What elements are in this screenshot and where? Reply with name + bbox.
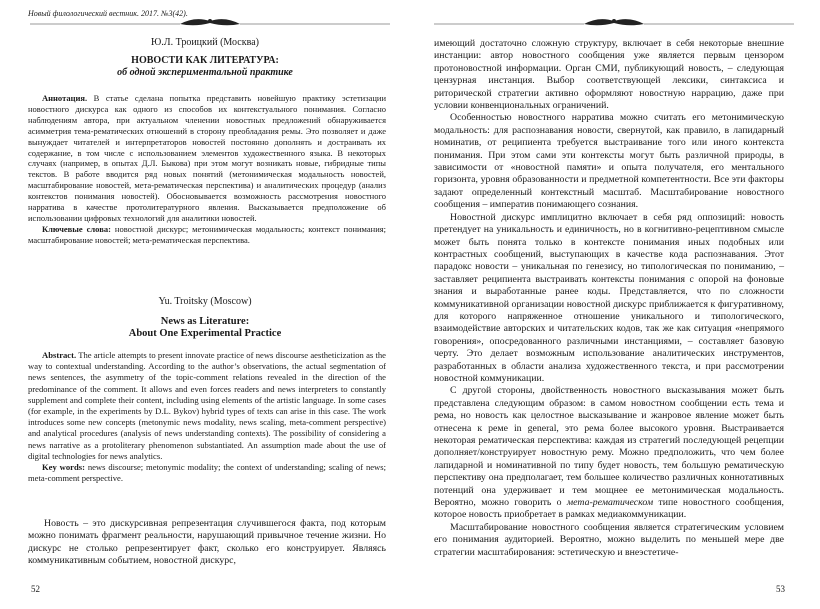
abstract-label-en: Abstract. bbox=[42, 350, 77, 360]
article-title-en-line2: About One Experimental Practice bbox=[128, 328, 282, 339]
header-ornament-icon bbox=[30, 14, 390, 28]
page-number-left: 52 bbox=[31, 584, 40, 594]
author-en: Yu. Troitsky (Moscow) bbox=[158, 296, 252, 307]
header-ornament-icon bbox=[434, 14, 794, 28]
abstract-text-en: The article attempts to present innovate practice of news discourse aestheticization as the way to contextual understanding. According to the author’s observations, the actual segmentation of news sentences, the asymmetry of the topic-comment relations revealed in the direction of the predominance of the comment. It allows and even forces readers and news interpreters to constantly supplement and complete their content, including using elements of the artistic language. In some cases (for example, in the experiments by D.L. Bykov) hybrid types of texts can arise in this case. The work introduces some new concepts (metonymic news modality, news scaling, meta-comment perspective) and analytical procedures (analysis of news understanding contexts). The possibility of considering a news narrative as a protoliterary phenomenon substantiated. An assumption made about the use of digital technologies for news analytics. bbox=[28, 350, 386, 461]
running-header: Новый филологический вестник. 2017. №3(42). bbox=[28, 9, 188, 18]
article-title-ru: НОВОСТИ КАК ЛИТЕРАТУРА: bbox=[131, 55, 279, 66]
body-paragraph: Новостной дискурс имплицитно включает в себя ряд оппозиций: новость претендует на уникальность и единичность, но в когнитивно-рецептивном смысле может быть понята только в контексте понимания иных подобных или контрастных сообщений, выступающих в качестве кода распознавания. Этот парадокс новости – уникальная по генезису, но типологическая по пониманию, – заставляет реципиента выстраивать контексты понимания с опорой на фоновые знания и выработанные ранее коды. Представляется, что по сложности коммуникативной организации новостной дискурс приближается к фигуративному, для которого напряженное отношение уникального и типологического, взаимодействие авторских и читательских кодов, так же как ситуация «непрямого говорения», опосредованного различными инстанциями, – составляет базовую черту. Это делает возможным использование аналитических инструментов, разработанных в области анализа художественного текста, и при рассмотрении новостной коммуникации. bbox=[434, 211, 784, 384]
body-paragraph: Масштабирование новостного сообщения является стратегическим условием его понимания аудиторией. Вероятно, можно выделить по меньшей мере две стратегии масштабирования: эстетическую и внеэстетиче- bbox=[434, 521, 784, 558]
body-text-span: типе новостного сообщения, которое новость приобретает в рамках медиакоммуникации. bbox=[434, 497, 784, 521]
abstract-en bbox=[28, 350, 386, 484]
abstract-ru bbox=[28, 93, 386, 246]
author-ru: Ю.Л. Троицкий (Москва) bbox=[151, 37, 259, 48]
abstract-text-ru: В статье сделана попытка представить новейшую практику эстетизации новостного дискурса как одного из способов их контекстуального понимания. Согласно наблюдениям автора, при актуальном членении новостных предложений обнаруживается асимметрия тема-рематических отношений в сторону преобладания ремы. Это позволяет и даже вынуждает читателей и интерпретаторов новостей постоянно дополнять и достраивать их содержание, в том числе с использованием элементов художественного языка. В некоторых случаях (например, в опытах Д.Л. Быкова) при этом могут возникать новые, гибридные типы текстов. В работе вводится ряд новых понятий (метонимическая модальность новостей, масштабирование новостей, мета-рематическая перспектива) и аналитических процедур (анализ контекстов понимания новостей). Обосновывается возможность рассмотрения новостного нарратива в качестве протолитературного явления. Высказывается предположение об использовании цифровых технологий для аналитики новостей. bbox=[28, 93, 386, 223]
article-subtitle-ru: об одной экспериментальной практике bbox=[117, 67, 293, 78]
body-paragraph: Особенностью новостного нарратива можно считать его метонимическую модальность: для распознавания новости, свернутой, как правило, в лапидарный номинатив, от реципиента требуется выстраивание того или иного контекста понимания. При этом сами эти контексты могут быть различной природы, в зависимости от «новостной памяти» и опыта получателя, его ментального горизонта, уровня образованности и предметной компетентности. Все эти факторы задают определенный контекстный масштаб. Масштабирование новостного сообщения – императив понимающего сознания. bbox=[434, 112, 784, 211]
body-text-span: С другой стороны, двойственность новостного высказывания может быть представлена следующим образом: в самом новостном сообщении есть тема и рема, но новость как целостное высказывание и жанровое явление может быть отнесена к реме in general, это рема более высокого уровня. Выстраивается некоторая рематическая перспектива: каждая из стратегий последующей рецепции дополняет/конструирует новостную рему. Можно предположить, что чем более лапидарной и номинативной по типу будет новость, тем большую рематическую перспективу она предполагает, тем большее количество различных коннотативных потенций она удерживает и тем мощнее ее метонимическая модальность. Вероятно, можно говорить о bbox=[434, 385, 784, 509]
article-title-en bbox=[0, 316, 410, 340]
body-text-right bbox=[434, 38, 784, 559]
abstract-label-ru: Аннотация. bbox=[42, 93, 88, 103]
body-text-left bbox=[28, 518, 386, 568]
body-paragraph bbox=[434, 385, 784, 521]
keywords-text-en: news discourse; metonymic modality; the context of understanding; scaling of news; meta-comment perspective. bbox=[28, 462, 386, 484]
body-paragraph: имеющий достаточно сложную структуру, включает в себя некоторые внешние инстанции: автор новостного сообщения уже является первым цензором протоновостной информации. Орган СМИ, публикующий новость, – следующая цензурная инстанция. Выбор соответствующей лексики, синтаксиса и риторической стратегии активно оформляют новостную наррацию, даже при условии конвенциональных ограничений. bbox=[434, 38, 784, 112]
body-italic-term: мета-рематическом bbox=[566, 497, 654, 509]
keywords-text-ru: новостной дискурс; метонимическая модальность; контекст понимания; масштабирование новостей; мета-рематическая перспектива. bbox=[28, 223, 387, 245]
body-paragraph: Новость – это дискурсивная репрезентация случившегося факта, под которым можно понимать фрагмент реальности, нарушающий привычное течение жизни. Но дискурс не столько репрезентирует факт, сколько его конструирует. Являясь коммуникативным событием, новостной дискурс, bbox=[28, 518, 386, 567]
keywords-label-ru: Ключевые слова: bbox=[42, 223, 111, 234]
page-number-right: 53 bbox=[776, 584, 785, 594]
article-title-en-line1: News as Literature: bbox=[160, 316, 250, 327]
keywords-label-en: Key words: bbox=[42, 462, 85, 473]
